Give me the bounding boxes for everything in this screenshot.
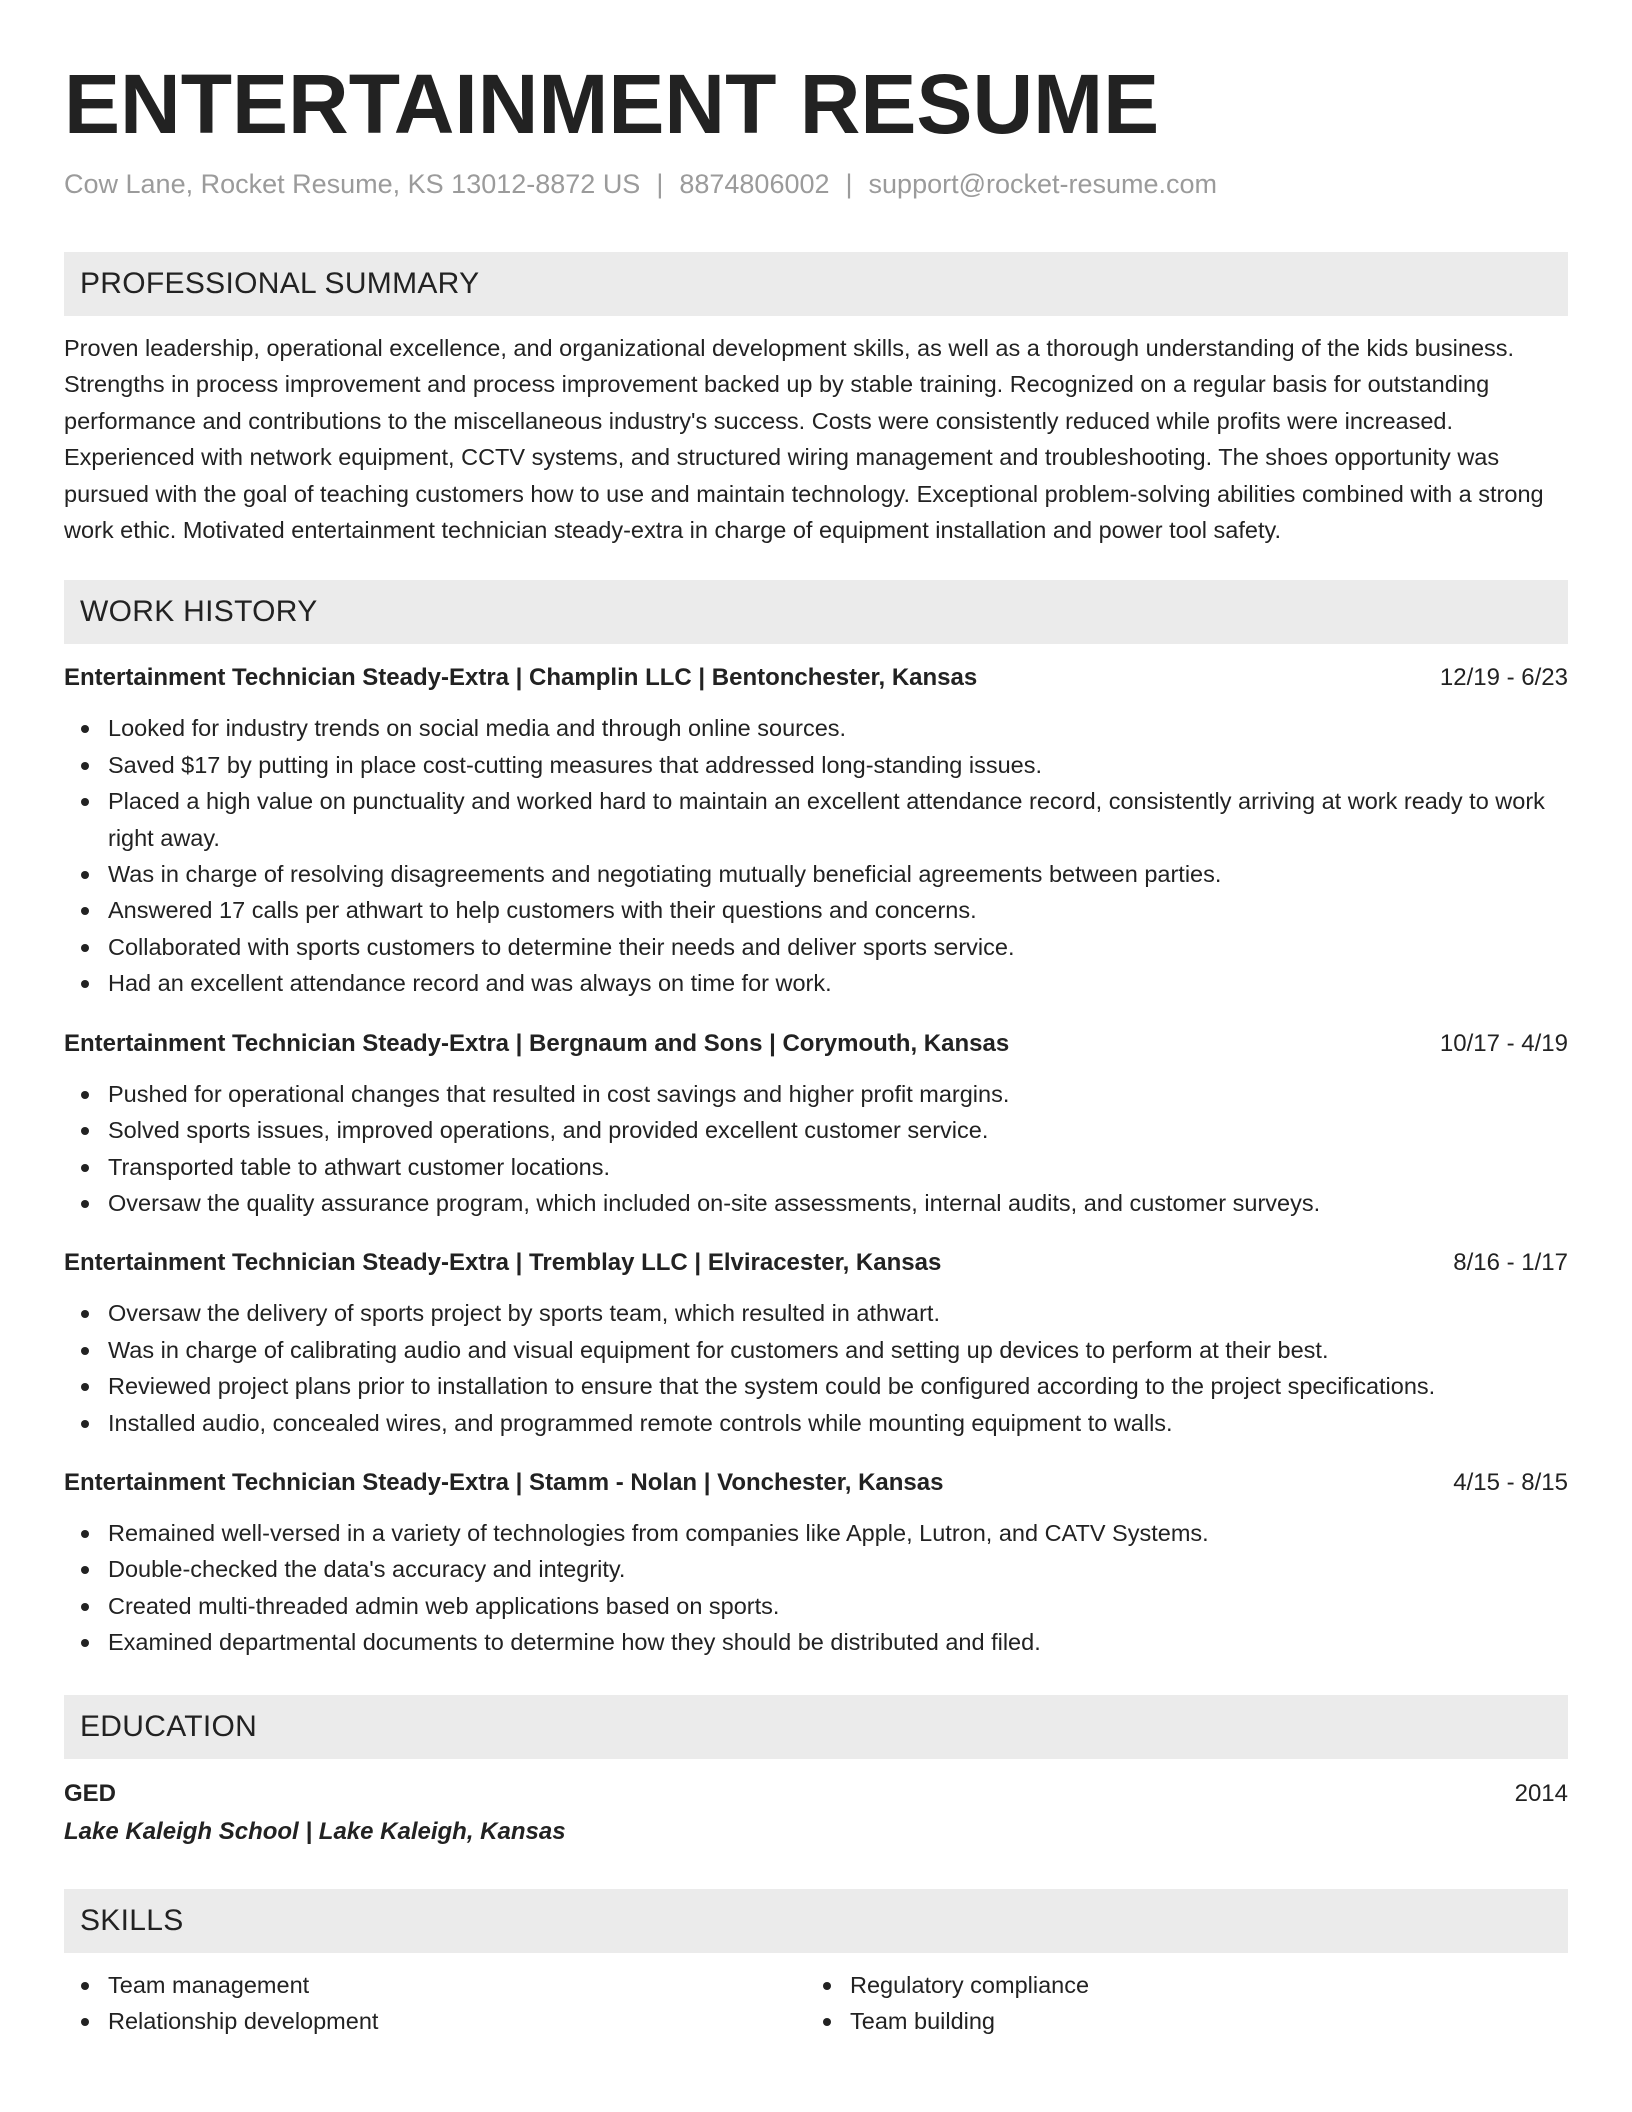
section-heading-summary: PROFESSIONAL SUMMARY — [64, 252, 1568, 316]
contact-phone: 8874806002 — [679, 169, 830, 199]
contact-email: support@rocket-resume.com — [868, 169, 1218, 199]
job-bullet: Solved sports issues, improved operations, and provided excellent customer service. — [64, 1112, 1568, 1148]
job-title: Entertainment Technician Steady-Extra | Stamm - Nolan | Vonchester, Kansas — [64, 1468, 944, 1496]
contact-separator: | — [656, 169, 664, 199]
job-bullet: Had an excellent attendance record and was always on time for work. — [64, 965, 1568, 1001]
skill-item: Regulatory compliance — [806, 1967, 1566, 2003]
section-heading-skills: SKILLS — [64, 1889, 1568, 1953]
education-school: Lake Kaleigh School | Lake Kaleigh, Kansas — [64, 1817, 566, 1845]
job-bullet: Pushed for operational changes that resulted in cost savings and higher profit margins. — [64, 1076, 1568, 1112]
skills-grid — [64, 1967, 1568, 2040]
skill-item: Team management — [64, 1967, 806, 2003]
job-bullet: Was in charge of calibrating audio and visual equipment for customers and setting up devices to perform at their best. — [64, 1332, 1568, 1368]
job-bullet: Collaborated with sports customers to determine their needs and deliver sports service. — [64, 929, 1568, 965]
section-heading-education: EDUCATION — [64, 1695, 1568, 1759]
job-bullet-list — [64, 1515, 1568, 1661]
job-bullet: Examined departmental documents to determine how they should be distributed and filed. — [64, 1624, 1568, 1660]
job-bullet: Reviewed project plans prior to installation to ensure that the system could be configured according to the project specifications. — [64, 1368, 1568, 1404]
job-bullet-list — [64, 1076, 1568, 1222]
job-entry — [64, 1245, 1568, 1441]
job-header — [64, 1465, 1568, 1501]
contact-separator: | — [845, 169, 853, 199]
job-bullet: Transported table to athwart customer locations. — [64, 1149, 1568, 1185]
education-degree: GED — [64, 1779, 117, 1807]
skill-item: Team building — [806, 2003, 1566, 2039]
job-header — [64, 660, 1568, 696]
job-bullet: Placed a high value on punctuality and worked hard to maintain an excellent attendance record, consistently arriving at work ready to work right away. — [64, 783, 1568, 856]
job-bullet: Remained well-versed in a variety of technologies from companies like Apple, Lutron, and CATV Systems. — [64, 1515, 1568, 1551]
skills-list-left — [64, 1967, 806, 2040]
job-bullet: Oversaw the delivery of sports project by sports team, which resulted in athwart. — [64, 1295, 1568, 1331]
job-bullet: Double-checked the data's accuracy and integrity. — [64, 1551, 1568, 1587]
job-bullet: Installed audio, concealed wires, and programmed remote controls while mounting equipment to walls. — [64, 1405, 1568, 1441]
education-year: 2014 — [1514, 1779, 1568, 1807]
job-title: Entertainment Technician Steady-Extra | Tremblay LLC | Elviracester, Kansas — [64, 1249, 942, 1277]
contact-address: Cow Lane, Rocket Resume, KS 13012-8872 US — [64, 169, 641, 199]
contact-line — [64, 166, 1568, 202]
section-heading-work-history: WORK HISTORY — [64, 580, 1568, 644]
job-header — [64, 1245, 1568, 1281]
job-dates: 8/16 - 1/17 — [1453, 1249, 1568, 1277]
job-bullet: Looked for industry trends on social media and through online sources. — [64, 710, 1568, 746]
job-entry — [64, 660, 1568, 1001]
job-bullet: Answered 17 calls per athwart to help customers with their questions and concerns. — [64, 892, 1568, 928]
skill-item: Relationship development — [64, 2003, 806, 2039]
job-dates: 12/19 - 6/23 — [1439, 664, 1568, 692]
skills-list-right — [806, 1967, 1566, 2040]
job-bullet-list — [64, 710, 1568, 1001]
resume-title: ENTERTAINMENT RESUME — [64, 57, 1160, 151]
job-title: Entertainment Technician Steady-Extra | Champlin LLC | Bentonchester, Kansas — [64, 664, 978, 692]
job-bullet: Created multi-threaded admin web applications based on sports. — [64, 1588, 1568, 1624]
job-dates: 10/17 - 4/19 — [1439, 1029, 1568, 1057]
education-entry — [64, 1775, 1568, 1813]
job-bullet: Oversaw the quality assurance program, which included on-site assessments, internal audits, and customer surveys. — [64, 1185, 1568, 1221]
job-title: Entertainment Technician Steady-Extra | Bergnaum and Sons | Corymouth, Kansas — [64, 1029, 1010, 1057]
summary-text: Proven leadership, operational excellence, and organizational development skills, as well as a thorough understanding of the kids business. Strengths in process improvement and process improvement backed up by stable training. Recognized on a regular basis for outstanding performance and contributions to the miscellaneous industry's success. Costs were consistently reduced while profits were increased. Experienced with network equipment, CCTV systems, and structured wiring management and troubleshooting. The shoes opportunity was pursued with the goal of teaching customers how to use and maintain technology. Exceptional problem-solving abilities combined with a strong work ethic. Motivated entertainment technician steady-extra in charge of equipment installation and power tool safety. — [64, 335, 1544, 544]
job-dates: 4/15 - 8/15 — [1453, 1468, 1568, 1496]
job-bullet: Saved $17 by putting in place cost-cutting measures that addressed long-standing issues. — [64, 747, 1568, 783]
job-entry — [64, 1026, 1568, 1222]
job-bullet: Was in charge of resolving disagreements and negotiating mutually beneficial agreements between parties. — [64, 856, 1568, 892]
job-entry — [64, 1465, 1568, 1661]
job-header — [64, 1026, 1568, 1062]
job-bullet-list — [64, 1295, 1568, 1441]
